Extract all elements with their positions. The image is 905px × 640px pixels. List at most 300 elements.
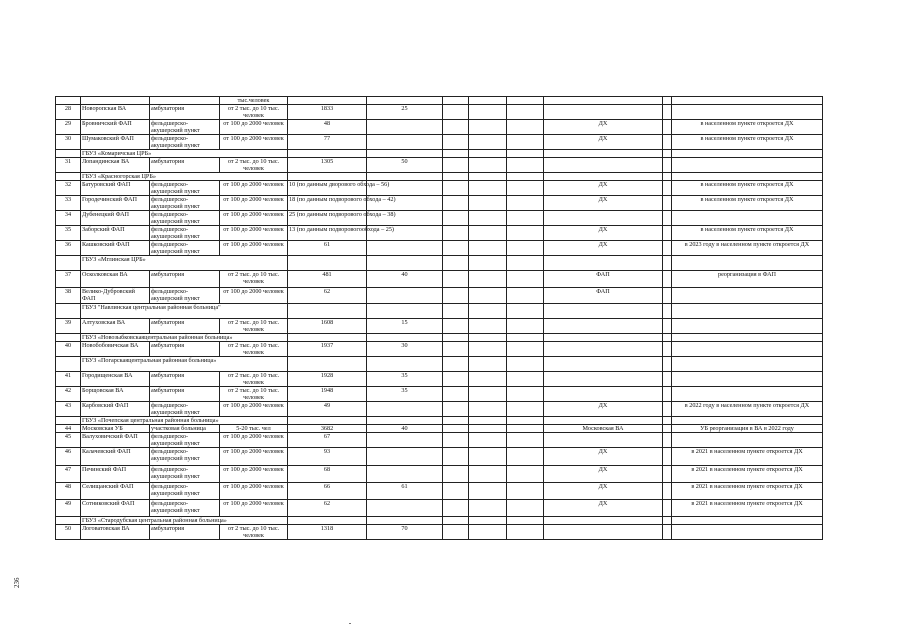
cell-empty xyxy=(443,387,469,402)
cell-type: фельдшерско-акушерский пункт xyxy=(150,241,220,256)
cell-number: 45 xyxy=(56,433,81,448)
cell-pop: от 100 до 2000 человек xyxy=(220,135,288,150)
cell-pop: от 100 до 2000 человек xyxy=(220,211,288,226)
section-title: ГБУЗ «Комаричская ЦРБ» xyxy=(81,150,288,158)
table-section-row xyxy=(56,150,823,158)
cell-name: Городищенская ВА xyxy=(81,372,150,387)
cell-empty xyxy=(507,483,544,500)
table-row xyxy=(56,211,823,226)
cell-empty xyxy=(469,288,507,304)
cell-type: фельдшерско-акушерский пункт xyxy=(150,448,220,466)
table-section-row xyxy=(56,334,823,342)
cell-number: 42 xyxy=(56,387,81,402)
cell-empty xyxy=(469,433,507,448)
cell-pop: от 2 тыс. до 10 тыс. человек xyxy=(220,319,288,334)
cell-value-2 xyxy=(367,402,443,417)
cell-empty xyxy=(507,288,544,304)
cell-pop: от 100 до 2000 человек xyxy=(220,483,288,500)
cell-type: фельдшерско-акушерский пункт xyxy=(150,466,220,483)
cell-value-1: 10 (по данным дворового обхода – 56) xyxy=(288,181,367,196)
cell-type: фельдшерско-акушерский пункт xyxy=(150,433,220,448)
cell-empty xyxy=(443,500,469,517)
cell-empty xyxy=(443,525,469,540)
cell-name: Сотниковский ФАП xyxy=(81,500,150,517)
cell-value-2: 30 xyxy=(367,342,443,357)
cell-number: 46 xyxy=(56,448,81,466)
table-row xyxy=(56,342,823,357)
cell-type: амбулатория xyxy=(150,271,220,288)
cell-empty xyxy=(507,433,544,448)
cell-empty xyxy=(663,448,672,466)
cell-value-1: 1928 xyxy=(288,372,367,387)
cell-empty xyxy=(663,525,672,540)
cell-empty xyxy=(443,181,469,196)
cell-comment xyxy=(672,525,823,540)
cell-name: Борщовская ВА xyxy=(81,387,150,402)
cell-type: фельдшерско-акушерский пункт xyxy=(150,211,220,226)
cell-value-2: 15 xyxy=(367,319,443,334)
cell-value-2 xyxy=(367,466,443,483)
cell-value-2 xyxy=(367,241,443,256)
cell-empty xyxy=(469,483,507,500)
cell-value-1: 93 xyxy=(288,448,367,466)
cell-empty xyxy=(469,135,507,150)
cell-value-2 xyxy=(367,433,443,448)
section-title: ГБУЗ «Мглинская ЦРБ» xyxy=(81,256,288,271)
cell-empty xyxy=(663,105,672,120)
table-row xyxy=(56,105,823,120)
cell-empty xyxy=(663,181,672,196)
cell-empty xyxy=(443,135,469,150)
cell-empty xyxy=(469,241,507,256)
cell-name: Московская УБ xyxy=(81,425,150,433)
cell-number: 32 xyxy=(56,181,81,196)
cell-name: Батуровский ФАП xyxy=(81,181,150,196)
cell-pop: от 100 до 2000 человек xyxy=(220,120,288,135)
table-row xyxy=(56,372,823,387)
cell-new-type: ФАП xyxy=(544,288,663,304)
cell-type: фельдшерско-акушерский пункт xyxy=(150,120,220,135)
cell-comment xyxy=(672,211,823,226)
cell-new-type xyxy=(544,387,663,402)
table-row xyxy=(56,158,823,173)
cell-new-type: ДХ xyxy=(544,483,663,500)
cell-empty xyxy=(469,466,507,483)
table-row xyxy=(56,387,823,402)
cell-pop: от 100 до 2000 человек xyxy=(220,181,288,196)
cell-number: 50 xyxy=(56,525,81,540)
cell-empty xyxy=(469,158,507,173)
cell-empty xyxy=(507,226,544,241)
cell-empty xyxy=(443,342,469,357)
cell-number: 41 xyxy=(56,372,81,387)
table-row xyxy=(56,483,823,500)
cell-empty xyxy=(469,500,507,517)
table-row xyxy=(56,226,823,241)
cell-new-type: ДХ xyxy=(544,241,663,256)
cell-comment xyxy=(672,158,823,173)
cell-pop: от 100 до 2000 человек xyxy=(220,500,288,517)
cell-empty xyxy=(663,135,672,150)
cell-type: участковая больница xyxy=(150,425,220,433)
cell-comment xyxy=(672,319,823,334)
cell-type: фельдшерско-акушерский пункт xyxy=(150,226,220,241)
cell-new-type: ДХ xyxy=(544,120,663,135)
table-row xyxy=(56,448,823,466)
table-row xyxy=(56,135,823,150)
cell-value-2 xyxy=(367,288,443,304)
cell-empty xyxy=(443,196,469,211)
cell-empty xyxy=(469,271,507,288)
table-row xyxy=(56,525,823,540)
cell-empty xyxy=(443,319,469,334)
cell-value-1: 66 xyxy=(288,483,367,500)
cell-empty xyxy=(469,402,507,417)
cell-empty xyxy=(469,196,507,211)
table-row xyxy=(56,433,823,448)
cell-pop: от 2 тыс. до 10 тыс. человек xyxy=(220,525,288,540)
cell-empty xyxy=(443,402,469,417)
cell-comment: в населенном пункте откроется ДХ xyxy=(672,181,823,196)
cell-empty xyxy=(507,135,544,150)
document-sheet xyxy=(55,96,822,540)
cell-pop: от 100 до 2000 человек xyxy=(220,226,288,241)
cell-number: 43 xyxy=(56,402,81,417)
cell-empty xyxy=(469,105,507,120)
table-section-row xyxy=(56,517,823,525)
cell-number: 47 xyxy=(56,466,81,483)
cell-empty xyxy=(469,387,507,402)
cell-comment: в населенном пункте откроется ДХ xyxy=(672,196,823,211)
cell-pop: от 100 до 2000 человек xyxy=(220,402,288,417)
cell-number: 49 xyxy=(56,500,81,517)
cell-empty xyxy=(663,342,672,357)
cell-empty xyxy=(443,158,469,173)
cell-empty xyxy=(663,196,672,211)
cell-name: Осколковская ВА xyxy=(81,271,150,288)
cell-value-2 xyxy=(367,448,443,466)
cell-comment: в 2021 в населенном пункте откроется ДХ xyxy=(672,483,823,500)
cell-empty xyxy=(663,425,672,433)
cell-empty xyxy=(507,387,544,402)
section-title: ГБУЗ «Погарскаяцентральная районная больница» xyxy=(81,357,288,372)
cell-pop: от 100 до 2000 человек xyxy=(220,241,288,256)
table-row xyxy=(56,181,823,196)
table-section-row xyxy=(56,173,823,181)
cell-number: 40 xyxy=(56,342,81,357)
cell-value-1: 481 xyxy=(288,271,367,288)
cell-empty xyxy=(443,372,469,387)
cell-empty xyxy=(663,433,672,448)
cell-value-2: 50 xyxy=(367,158,443,173)
cell-type: амбулатория xyxy=(150,105,220,120)
cell-new-type xyxy=(544,372,663,387)
cell-pop: от 2 тыс. до 10 тыс. человек xyxy=(220,342,288,357)
cell-empty xyxy=(443,226,469,241)
cell-empty xyxy=(469,226,507,241)
cell-type: фельдшерско-акушерский пункт xyxy=(150,135,220,150)
cell-pop: от 100 до 2000 человек xyxy=(220,448,288,466)
cell-empty xyxy=(469,211,507,226)
cell-comment xyxy=(672,105,823,120)
cell-comment: в населенном пункте откроется ДХ xyxy=(672,120,823,135)
cell-comment: в населенном пункте откроется ДХ xyxy=(672,135,823,150)
cell-name: Бровничский ФАП xyxy=(81,120,150,135)
cell-name: Кашковский ФАП xyxy=(81,241,150,256)
cell-value-2: 25 xyxy=(367,105,443,120)
cell-empty xyxy=(443,241,469,256)
cell-name: Новобобовичская ВА xyxy=(81,342,150,357)
cell-comment: в 2021 в населенном пункте откроется ДХ xyxy=(672,466,823,483)
cell-empty xyxy=(663,120,672,135)
table-row xyxy=(56,319,823,334)
cell-pop: от 100 до 2000 человек xyxy=(220,466,288,483)
cell-empty xyxy=(469,181,507,196)
cell-empty xyxy=(507,402,544,417)
cell-pop: тыс.человек xyxy=(220,97,288,105)
cell-comment xyxy=(672,342,823,357)
cell-type: фельдшерско-акушерский пункт xyxy=(150,483,220,500)
cell-empty xyxy=(663,466,672,483)
table-row xyxy=(56,288,823,304)
cell-empty xyxy=(663,319,672,334)
cell-new-type: ДХ xyxy=(544,135,663,150)
cell-number: 44 xyxy=(56,425,81,433)
cell-new-type xyxy=(544,525,663,540)
cell-type: фельдшерско-акушерский пункт xyxy=(150,181,220,196)
cell-empty xyxy=(443,483,469,500)
cell-value-1: 62 xyxy=(288,288,367,304)
cell-name: Велико-Дубровский ФАП xyxy=(81,288,150,304)
cell-empty xyxy=(443,288,469,304)
cell-empty xyxy=(469,120,507,135)
table-row xyxy=(56,271,823,288)
cell-empty xyxy=(663,271,672,288)
cell-new-type: ДХ xyxy=(544,226,663,241)
cell-value-2: 61 xyxy=(367,483,443,500)
table-row xyxy=(56,466,823,483)
page-number: 236 xyxy=(13,577,21,588)
cell-empty xyxy=(507,500,544,517)
table-body xyxy=(56,97,823,540)
cell-pop: от 2 тыс. до 10 тыс. человек xyxy=(220,271,288,288)
cell-empty xyxy=(663,387,672,402)
cell-new-type: ДХ xyxy=(544,466,663,483)
cell-pop: от 2 тыс. до 10 тыс. человек xyxy=(220,387,288,402)
cell-empty xyxy=(663,372,672,387)
cell-name: Валуховичский ФАП xyxy=(81,433,150,448)
cell-value-2 xyxy=(367,120,443,135)
table-row-continuation xyxy=(56,97,823,105)
cell-name: Карбовский ФАП xyxy=(81,402,150,417)
cell-empty xyxy=(507,181,544,196)
cell-comment xyxy=(672,372,823,387)
cell-type: фельдшерско-акушерский пункт xyxy=(150,288,220,304)
cell-value-1: 61 xyxy=(288,241,367,256)
table-section-row xyxy=(56,256,823,271)
cell-value-1: 13 (по данным подворовогообхода – 25) xyxy=(288,226,367,241)
cell-pop: 5-20 тыс. чел xyxy=(220,425,288,433)
section-title: ГБУЗ «Стародубская центральная районная больница» xyxy=(81,517,288,525)
cell-name: Калачевский ФАП xyxy=(81,448,150,466)
cell-new-type xyxy=(544,433,663,448)
cell-comment xyxy=(672,433,823,448)
cell-comment: в 2021 в населенном пункте откроется ДХ xyxy=(672,448,823,466)
cell-comment: в населенном пункте откроется ДХ xyxy=(672,226,823,241)
cell-name: Заборский ФАП xyxy=(81,226,150,241)
cell-comment: в 2022 году в населенном пункте откроется ДХ xyxy=(672,402,823,417)
cell-new-type: ДХ xyxy=(544,500,663,517)
cell-empty xyxy=(663,211,672,226)
cell-name: Новоропская ВА xyxy=(81,105,150,120)
cell-type: амбулатория xyxy=(150,319,220,334)
cell-comment: в 2021 в населенном пункте откроется ДХ xyxy=(672,500,823,517)
cell-new-type xyxy=(544,319,663,334)
cell-value-1: 77 xyxy=(288,135,367,150)
cell-pop: от 100 до 2000 человек xyxy=(220,288,288,304)
cell-value-2: 40 xyxy=(367,271,443,288)
cell-value-2: 35 xyxy=(367,387,443,402)
cell-empty xyxy=(507,241,544,256)
cell-number: 33 xyxy=(56,196,81,211)
cell-new-type: ДХ xyxy=(544,448,663,466)
cell-empty xyxy=(663,288,672,304)
cell-new-type: ФАП xyxy=(544,271,663,288)
cell-new-type: ДХ xyxy=(544,181,663,196)
section-title: ГБУЗ "Навлинская центральная районная больница" xyxy=(81,304,288,319)
cell-value-1: 62 xyxy=(288,500,367,517)
cell-empty xyxy=(469,448,507,466)
cell-new-type: ДХ xyxy=(544,402,663,417)
cell-comment xyxy=(672,387,823,402)
table-section-row xyxy=(56,304,823,319)
cell-value-1: 3682 xyxy=(288,425,367,433)
cell-number: 39 xyxy=(56,319,81,334)
cell-empty xyxy=(443,120,469,135)
cell-new-type: ДХ xyxy=(544,196,663,211)
cell-empty xyxy=(507,211,544,226)
cell-empty xyxy=(507,466,544,483)
cell-name: Печинский ФАП xyxy=(81,466,150,483)
cell-empty xyxy=(507,448,544,466)
cell-empty xyxy=(663,483,672,500)
cell-name: Шумаковский ФАП xyxy=(81,135,150,150)
cell-new-type xyxy=(544,105,663,120)
cell-empty xyxy=(507,425,544,433)
cell-empty xyxy=(443,433,469,448)
cell-empty xyxy=(507,342,544,357)
cell-empty xyxy=(507,525,544,540)
cell-number: 35 xyxy=(56,226,81,241)
cell-comment xyxy=(672,288,823,304)
cell-number: 31 xyxy=(56,158,81,173)
cell-comment: в 2023 году в населенном пункте откроется ДХ xyxy=(672,241,823,256)
cell-pop: от 2 тыс. до 10 тыс. человек xyxy=(220,105,288,120)
cell-name: Дубенецкий ФАП xyxy=(81,211,150,226)
cell-pop: от 2 тыс. до 10 тыс. человек xyxy=(220,158,288,173)
cell-new-type: Московская ВА xyxy=(544,425,663,433)
cell-empty xyxy=(469,319,507,334)
cell-name: Городечинский ФАП xyxy=(81,196,150,211)
cell-pop: от 100 до 2000 человек xyxy=(220,433,288,448)
cell-empty xyxy=(469,342,507,357)
cell-number: 29 xyxy=(56,120,81,135)
cell-name: Логоватовская ВА xyxy=(81,525,150,540)
cell-type: амбулатория xyxy=(150,158,220,173)
cell-value-1: 1608 xyxy=(288,319,367,334)
cell-empty xyxy=(443,105,469,120)
table-section-row xyxy=(56,417,823,425)
cell-number: 37 xyxy=(56,271,81,288)
cell-empty xyxy=(507,319,544,334)
cell-value-1: 49 xyxy=(288,402,367,417)
cell-empty xyxy=(663,241,672,256)
cell-empty xyxy=(663,402,672,417)
cell-value-2: 40 xyxy=(367,425,443,433)
cell-empty xyxy=(443,211,469,226)
cell-type: фельдшерско-акушерский пункт xyxy=(150,196,220,211)
cell-value-2: 70 xyxy=(367,525,443,540)
cell-type: амбулатория xyxy=(150,387,220,402)
cell-pop: от 100 до 2000 человек xyxy=(220,196,288,211)
cell-empty xyxy=(663,500,672,517)
cell-type: амбулатория xyxy=(150,525,220,540)
cell-number: 36 xyxy=(56,241,81,256)
table-row xyxy=(56,120,823,135)
cell-value-2 xyxy=(367,500,443,517)
table-row xyxy=(56,500,823,517)
table-row xyxy=(56,425,823,433)
cell-number: 48 xyxy=(56,483,81,500)
cell-name: Алтуховская ВА xyxy=(81,319,150,334)
section-title: ГБУЗ «Красногорская ЦРБ» xyxy=(81,173,288,181)
cell-type: фельдшерско-акушерский пункт xyxy=(150,402,220,417)
cell-empty xyxy=(443,466,469,483)
cell-value-1: 1833 xyxy=(288,105,367,120)
cell-value-2 xyxy=(367,135,443,150)
cell-empty xyxy=(469,525,507,540)
cell-number: 34 xyxy=(56,211,81,226)
cell-empty xyxy=(663,158,672,173)
table-row xyxy=(56,196,823,211)
cell-name: Лопандинская ВА xyxy=(81,158,150,173)
cell-empty xyxy=(443,271,469,288)
cell-value-1: 67 xyxy=(288,433,367,448)
cell-empty xyxy=(507,120,544,135)
cell-new-type xyxy=(544,211,663,226)
cell-value-1: 68 xyxy=(288,466,367,483)
facilities-table xyxy=(55,96,823,540)
section-title: ГБУЗ «Почепская центральная районная больница» xyxy=(81,417,288,425)
table-row xyxy=(56,241,823,256)
cell-empty xyxy=(507,372,544,387)
cell-comment: УБ реорганизация в ВА в 2022 году xyxy=(672,425,823,433)
cell-number: 30 xyxy=(56,135,81,150)
cell-comment: реорганизация в ФАП xyxy=(672,271,823,288)
cell-new-type xyxy=(544,158,663,173)
cell-value-1: 25 (по данным подворового обхода – 38) xyxy=(288,211,367,226)
cell-empty xyxy=(469,372,507,387)
cell-value-1: 1948 xyxy=(288,387,367,402)
table-row xyxy=(56,402,823,417)
cell-number: 38 xyxy=(56,288,81,304)
cell-empty xyxy=(507,196,544,211)
cell-value-1: 1305 xyxy=(288,158,367,173)
cell-value-1: 48 xyxy=(288,120,367,135)
cell-value-1: 1318 xyxy=(288,525,367,540)
cell-empty xyxy=(507,105,544,120)
table-section-row xyxy=(56,357,823,372)
